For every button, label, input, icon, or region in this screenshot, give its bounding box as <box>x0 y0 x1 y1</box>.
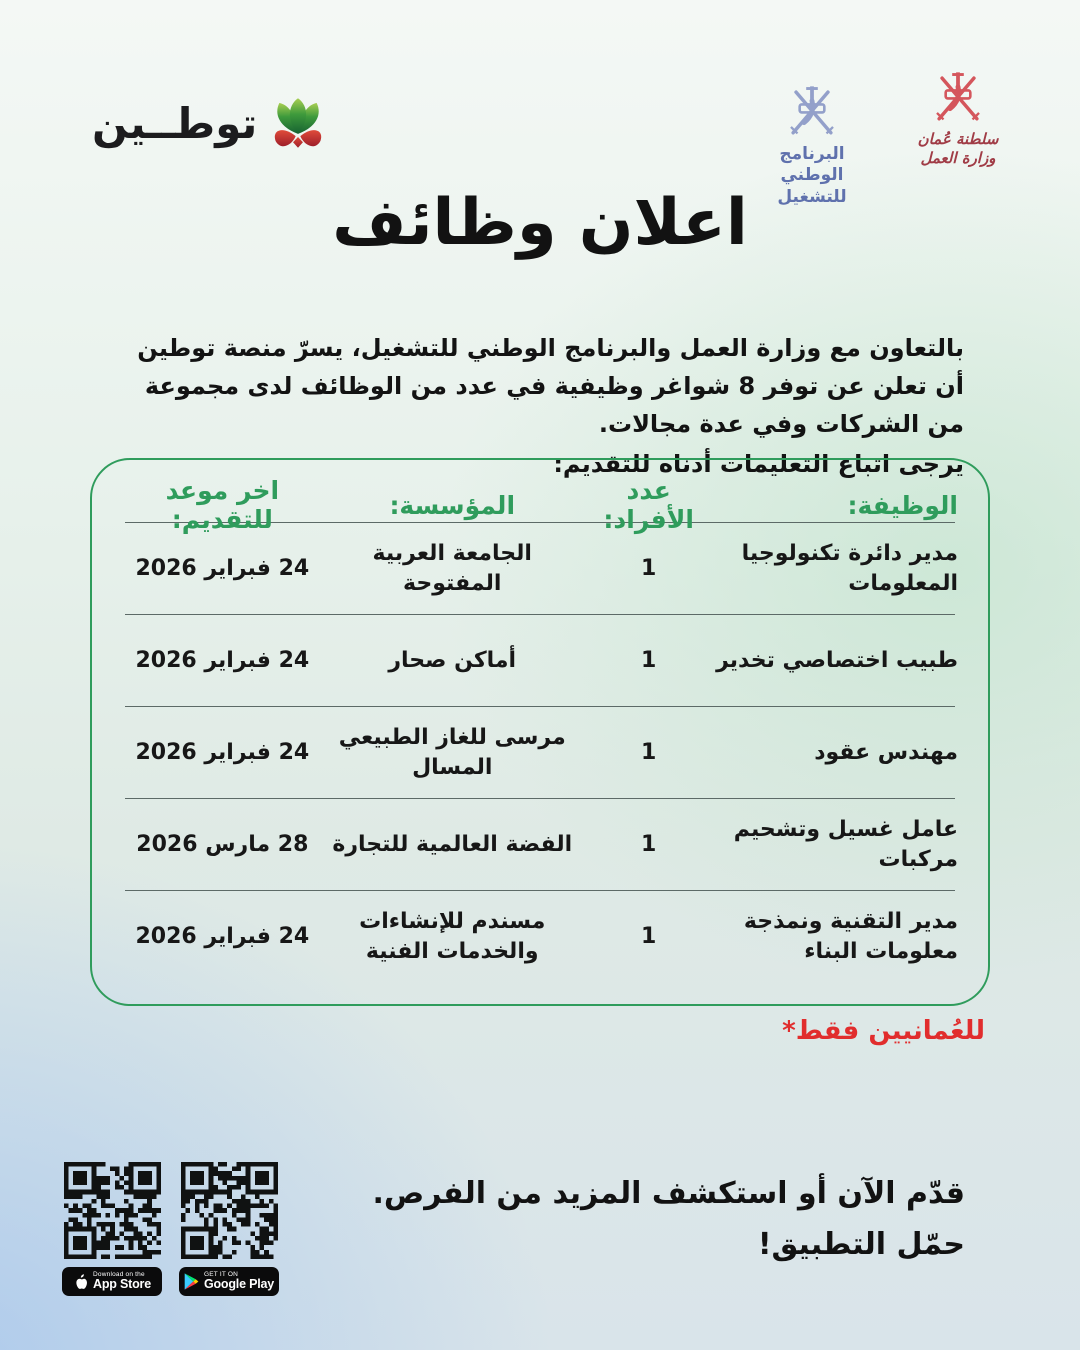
cta-line1: قدّم الآن أو استكشف المزيد من الفرص. <box>372 1176 965 1211</box>
header-count: عدد الأفراد: <box>603 476 694 534</box>
appstore-badge[interactable] <box>62 1267 162 1296</box>
deadline: 24 فبراير 2026 <box>135 923 310 949</box>
cta-line2: حمّل التطبيق! <box>757 1227 965 1262</box>
job-title: طبيب اختصاصي تخدير <box>716 647 958 673</box>
organization: أماكن صحار <box>388 647 517 673</box>
ministry-of-labour-logo <box>898 68 1018 168</box>
table-row <box>122 707 958 798</box>
deadline: 24 فبراير 2026 <box>135 647 310 673</box>
job-title: مدير دائرة تكنولوجيا المعلومات <box>741 540 958 596</box>
header-deadline: اخر موعد للتقديم: <box>165 476 280 534</box>
table-header-row <box>122 476 958 534</box>
omanis-only-note: للعُمانيين فقط* <box>782 1016 985 1046</box>
deadline: 24 فبراير 2026 <box>135 739 310 765</box>
table-row <box>122 891 958 982</box>
mol-logo-line2: وزارة العمل <box>920 148 996 167</box>
organization: مرسى للغاز الطبيعي المسال <box>338 724 566 780</box>
job-title: مدير التقنية ونمذجة معلومات البناء <box>743 908 958 964</box>
appstore-qr-code <box>64 1162 161 1259</box>
google-play-icon <box>184 1273 199 1290</box>
table-row <box>122 523 958 614</box>
googleplay-qr-code <box>181 1162 278 1259</box>
intro-instruction: يرجى اتباع التعليمات أدناه للتقديم: <box>553 449 964 478</box>
headcount: 1 <box>641 555 657 581</box>
download-section <box>62 1162 279 1296</box>
appstore-column <box>62 1162 162 1296</box>
headcount: 1 <box>641 647 657 673</box>
headcount: 1 <box>641 923 657 949</box>
appstore-badge-bottom: App Store <box>93 1277 151 1292</box>
googleplay-column <box>179 1162 279 1296</box>
tawteen-flower-icon <box>267 92 329 154</box>
job-title: عامل غسيل وتشحيم مركبات <box>733 816 958 872</box>
googleplay-badge-top: GET IT ON <box>203 1270 239 1278</box>
page-title: اعلان وظائف <box>332 186 748 260</box>
header-org: المؤسسة: <box>389 490 516 520</box>
googleplay-badge-bottom: Google Play <box>203 1277 275 1292</box>
header-job: الوظيفة: <box>847 490 958 520</box>
deadline: 28 مارس 2026 <box>136 831 309 857</box>
deadline: 24 فبراير 2026 <box>135 555 310 581</box>
organization: مسندم للإنشاءات والخدمات الفنية <box>359 908 546 964</box>
mol-logo-line1: سلطنة عُمان <box>917 130 999 148</box>
oman-emblem-icon <box>783 82 841 144</box>
organization: الجامعة العربية المفتوحة <box>372 540 532 596</box>
headcount: 1 <box>641 739 657 765</box>
nep-logo-line2: للتشغيل <box>777 186 847 207</box>
tawteen-wordmark: توطــين <box>92 98 258 148</box>
mol-logo-text <box>918 130 999 168</box>
apple-icon <box>73 1273 88 1290</box>
job-title: مهندس عقود <box>814 739 958 765</box>
cta-text <box>372 1168 965 1270</box>
oman-emblem-icon <box>929 68 987 130</box>
organization: الفضة العالمية للتجارة <box>332 831 573 857</box>
googleplay-badge[interactable] <box>179 1267 279 1296</box>
table-row <box>122 799 958 890</box>
vacancies-table <box>90 458 990 1006</box>
tawteen-logo <box>92 92 329 154</box>
appstore-badge-top: Download on the <box>93 1270 145 1278</box>
nep-logo-line1: البرنامج الوطني <box>779 144 845 186</box>
headcount: 1 <box>641 831 657 857</box>
intro-paragraph: بالتعاون مع وزارة العمل والبرنامج الوطني للتشغيل، يسرّ منصة توطين أن تعلن عن توفر 8 شواغر وظيفية في عدد من الوظائف لدى مجموعة من الشركات وفي عدة مجالات. <box>137 334 964 438</box>
table-row <box>122 615 958 706</box>
